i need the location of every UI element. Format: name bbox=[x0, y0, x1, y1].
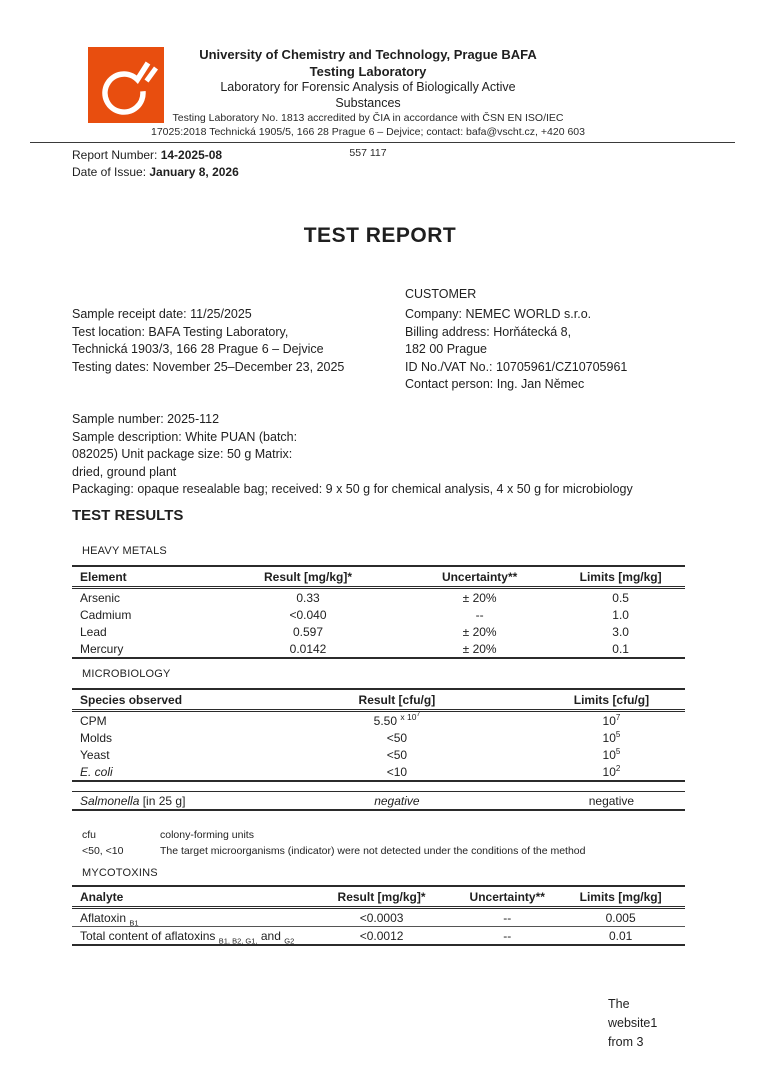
customer-billing-line2: 182 00 Prague bbox=[405, 342, 488, 356]
microbiology-label: MICROBIOLOGY bbox=[82, 668, 171, 680]
mb-species: Molds bbox=[80, 730, 113, 745]
page-title: TEST REPORT bbox=[303, 224, 457, 247]
lab-name-line2: Substances bbox=[335, 95, 401, 110]
date-of-issue-label: Date of Issue: bbox=[72, 165, 150, 179]
my-header-limits: Limits [mg/kg] bbox=[579, 890, 662, 904]
table-row bbox=[72, 606, 685, 623]
table-row bbox=[72, 588, 685, 607]
mb-limit bbox=[538, 763, 685, 781]
hm-result: <0.040 bbox=[289, 607, 327, 622]
mb-limit bbox=[538, 711, 685, 730]
mb-result: <10 bbox=[386, 764, 408, 779]
header-divider bbox=[30, 142, 735, 143]
my-analyte-sub2: G2 bbox=[284, 935, 295, 945]
my-header-analyte: Analyte bbox=[80, 890, 124, 904]
accreditation-line3: 557 117 bbox=[349, 147, 387, 159]
customer-contact-person: Contact person: Ing. Jan Němec bbox=[405, 377, 585, 391]
customer-heading: CUSTOMER bbox=[405, 287, 477, 301]
mb-limit-exp: 5 bbox=[615, 746, 621, 756]
hm-result: 0.0142 bbox=[289, 641, 327, 656]
hm-element: Lead bbox=[80, 624, 107, 639]
salmonella-species bbox=[72, 792, 256, 811]
mycotoxins-table bbox=[72, 885, 685, 946]
customer-info-block bbox=[405, 306, 705, 394]
footnote-detection bbox=[82, 843, 585, 859]
date-of-issue-value: January 8, 2026 bbox=[149, 165, 239, 179]
salmonella-limit: negative bbox=[588, 793, 635, 808]
sample-details-block bbox=[72, 411, 692, 499]
test-location-line2: Technická 1903/3, 166 28 Prague 6 – Dejvice bbox=[72, 342, 324, 356]
sample-info-block bbox=[72, 306, 402, 376]
mb-limit-exp: 2 bbox=[615, 763, 621, 773]
mb-limit bbox=[538, 729, 685, 746]
hm-limit: 0.1 bbox=[612, 641, 629, 656]
my-result: <0.0003 bbox=[359, 910, 404, 925]
my-result: <0.0012 bbox=[359, 928, 404, 943]
microbiology-table bbox=[72, 688, 685, 782]
my-analyte bbox=[72, 908, 305, 927]
report-meta bbox=[72, 147, 239, 181]
table-row bbox=[72, 729, 685, 746]
sample-description-line1: Sample description: White PUAN (batch: bbox=[72, 429, 298, 444]
my-uncertainty: -- bbox=[503, 928, 512, 943]
hm-limit: 3.0 bbox=[612, 624, 629, 639]
report-number-value: 14-2025-08 bbox=[160, 148, 223, 162]
salmonella-table bbox=[72, 791, 685, 811]
my-analyte-sub: B1, B2, G1, bbox=[218, 935, 258, 945]
accreditation-line1: Testing Laboratory No. 1813 accredited by ČIA in accordance with ČSN EN ISO/IEC bbox=[172, 112, 564, 124]
date-of-issue-line bbox=[72, 164, 239, 181]
hm-uncertainty: -- bbox=[475, 607, 484, 622]
hm-limit: 1.0 bbox=[612, 607, 629, 622]
my-analyte bbox=[72, 927, 305, 946]
sample-number: Sample number: 2025-112 bbox=[72, 412, 220, 426]
hm-limit: 0.5 bbox=[612, 590, 629, 605]
mb-limit bbox=[538, 746, 685, 763]
hm-element: Mercury bbox=[80, 641, 124, 656]
hm-header-limits: Limits [mg/kg] bbox=[579, 570, 662, 584]
salmonella-qualifier: [in 25 g] bbox=[139, 793, 186, 808]
mb-result: <50 bbox=[386, 747, 408, 762]
mb-result-exp bbox=[400, 712, 420, 722]
table-row bbox=[72, 623, 685, 640]
testing-dates: Testing dates: November 25–December 23, 2025 bbox=[72, 359, 345, 374]
report-number-label: Report Number: bbox=[72, 148, 161, 162]
customer-id-vat: ID No./VAT No.: 10705961/CZ10705961 bbox=[405, 359, 628, 374]
heavy-metals-label: HEAVY METALS bbox=[82, 545, 167, 557]
table-row bbox=[72, 792, 685, 811]
hm-uncertainty: ± 20% bbox=[462, 590, 497, 605]
my-uncertainty: -- bbox=[503, 910, 512, 925]
hm-uncertainty: ± 20% bbox=[462, 641, 497, 656]
mb-limit-base: 10 bbox=[602, 713, 616, 728]
footer-line2: website1 bbox=[608, 1016, 658, 1030]
mb-limit-base: 10 bbox=[602, 730, 616, 745]
mb-limit-exp: 5 bbox=[615, 729, 621, 739]
my-analyte-base: Aflatoxin bbox=[80, 910, 130, 925]
footnote-term: <50, <10 bbox=[82, 845, 124, 857]
my-analyte-sub: B1 bbox=[129, 917, 139, 927]
customer-billing-line1: Billing address: Horňátecká 8, bbox=[405, 324, 572, 339]
test-location-line1: Test location: BAFA Testing Laboratory, bbox=[72, 324, 289, 339]
hm-header-result: Result [mg/kg]* bbox=[263, 570, 352, 584]
table-row bbox=[72, 746, 685, 763]
mb-species: CPM bbox=[80, 713, 107, 728]
page-footer bbox=[608, 995, 657, 1052]
letterhead bbox=[150, 46, 586, 139]
hm-result: 0.33 bbox=[296, 590, 320, 605]
report-number-line bbox=[72, 147, 239, 164]
footnote-definition: The target microorganisms (indicator) were not detected under the conditions of the method bbox=[160, 845, 586, 857]
my-header-result: Result [mg/kg]* bbox=[337, 890, 426, 904]
footer-line3: from 3 bbox=[608, 1035, 644, 1049]
table-row bbox=[72, 763, 685, 781]
customer-company: Company: NEMEC WORLD s.r.o. bbox=[405, 307, 592, 321]
mb-header-limits: Limits [cfu/g] bbox=[573, 693, 650, 707]
my-limit: 0.01 bbox=[608, 928, 633, 943]
mb-result: <50 bbox=[386, 730, 408, 745]
mycotoxins-label: MYCOTOXINS bbox=[82, 867, 158, 879]
table-row bbox=[72, 927, 685, 946]
mb-limit-base: 10 bbox=[602, 747, 616, 762]
my-analyte-mid: and bbox=[257, 928, 285, 943]
table-row bbox=[72, 908, 685, 927]
heavy-metals-header-row bbox=[72, 566, 685, 588]
mb-result-base: 5.50 bbox=[373, 713, 401, 728]
accreditation-line2: 17025:2018 Technická 1905/5, 166 28 Prague 6 – Dejvice; contact: bafa@vscht.cz, +420 603 bbox=[151, 126, 585, 138]
hm-result: 0.597 bbox=[292, 624, 323, 639]
table-row bbox=[72, 711, 685, 730]
mb-limit-exp: 7 bbox=[615, 712, 621, 722]
hm-element: Cadmium bbox=[80, 607, 132, 622]
sample-description-line2: 082025) Unit package size: 50 g Matrix: bbox=[72, 447, 293, 461]
salmonella-name: Salmonella bbox=[80, 793, 140, 808]
hm-header-element: Element bbox=[80, 570, 127, 584]
lab-name-line1: Laboratory for Forensic Analysis of Biologically Active bbox=[220, 80, 516, 94]
table-row bbox=[72, 640, 685, 658]
org-name-line2: Testing Laboratory bbox=[309, 64, 427, 79]
mb-result-sup: x 10 bbox=[400, 711, 417, 722]
mb-result bbox=[256, 711, 538, 730]
org-name-line1: University of Chemistry and Technology, Prague BAFA bbox=[199, 47, 537, 62]
footer-line1: The bbox=[608, 997, 630, 1011]
footnotes bbox=[82, 827, 585, 859]
mb-limit-base: 10 bbox=[602, 764, 616, 779]
mb-header-result: Result [cfu/g] bbox=[358, 693, 436, 707]
salmonella-result: negative bbox=[374, 793, 420, 808]
footnote-definition: colony-forming units bbox=[160, 829, 254, 841]
mb-header-species: Species observed bbox=[80, 693, 183, 707]
footnote-term: cfu bbox=[82, 829, 97, 841]
my-header-uncertainty: Uncertainty** bbox=[469, 890, 545, 904]
mb-species: Yeast bbox=[80, 747, 110, 762]
hm-uncertainty: ± 20% bbox=[462, 624, 497, 639]
mb-species: E. coli bbox=[80, 764, 113, 779]
sample-receipt-date: Sample receipt date: 11/25/2025 bbox=[72, 307, 252, 321]
sample-matrix: dried, ground plant bbox=[72, 464, 177, 479]
footnote-cfu bbox=[82, 827, 585, 843]
test-results-heading: TEST RESULTS bbox=[72, 507, 184, 524]
mycotoxins-header-row bbox=[72, 886, 685, 908]
hm-element: Arsenic bbox=[80, 590, 121, 605]
hm-header-uncertainty: Uncertainty** bbox=[441, 570, 518, 584]
sample-packaging: Packaging: opaque resealable bag; received: 9 x 50 g for chemical analysis, 4 x 50 g for microbiology bbox=[72, 482, 633, 496]
my-limit: 0.005 bbox=[605, 910, 636, 925]
my-analyte-base: Total content of aflatoxins bbox=[80, 928, 219, 943]
microbiology-header-row bbox=[72, 689, 685, 711]
heavy-metals-table bbox=[72, 565, 685, 659]
mb-result-sup-exp: 7 bbox=[416, 710, 421, 718]
